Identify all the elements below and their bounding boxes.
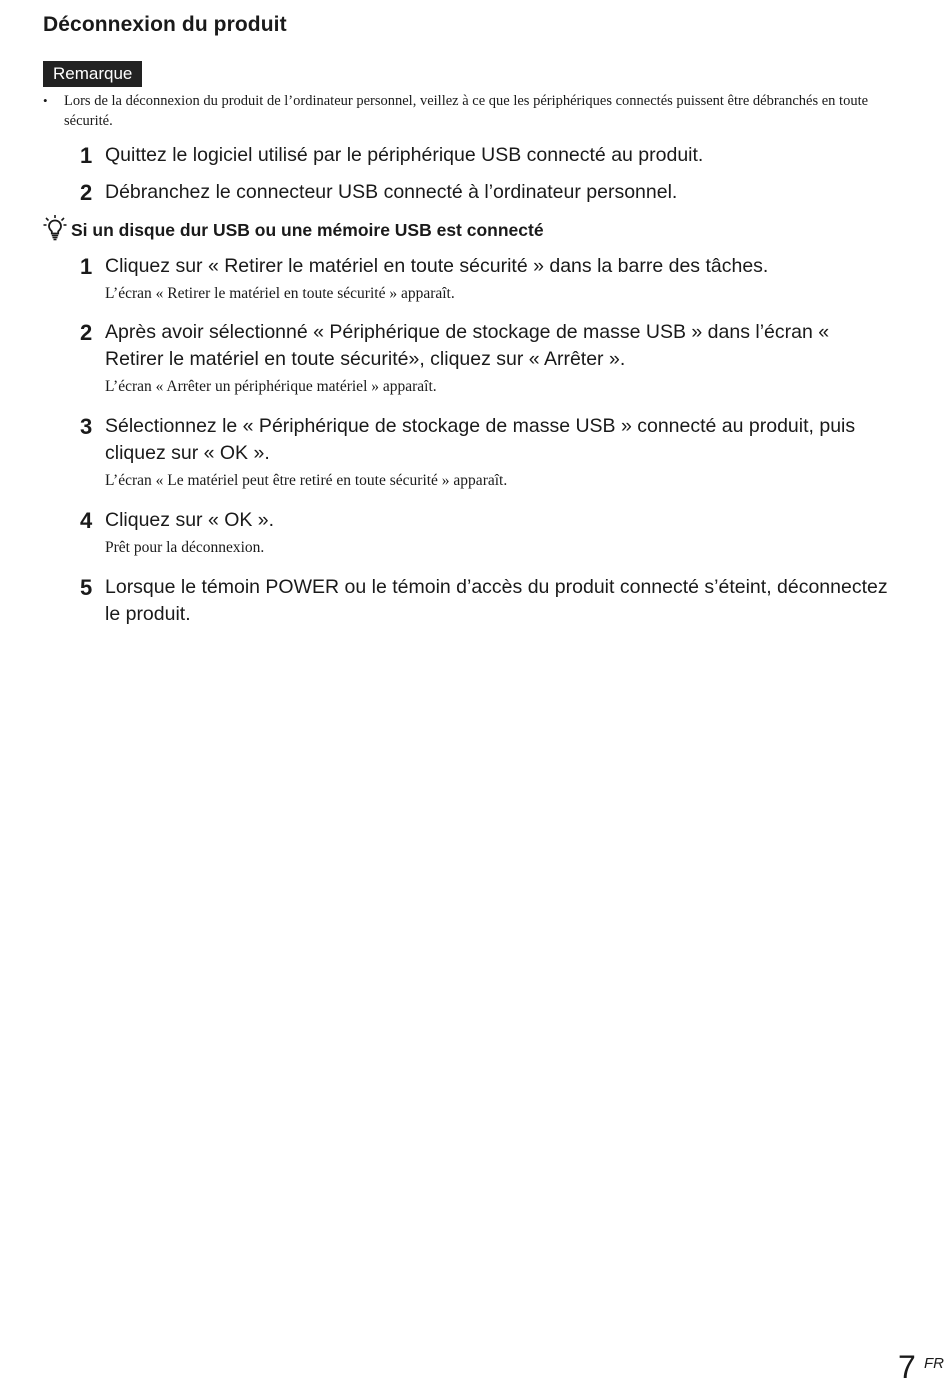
step-instruction: Cliquez sur « Retirer le matériel en toute sécurité » dans la barre des tâches. <box>105 255 769 277</box>
step-instruction: Cliquez sur « OK ». <box>105 509 275 531</box>
hint-step-2 <box>80 319 890 397</box>
hint-heading <box>43 212 544 242</box>
step-result: L’écran « Le matériel peut être retiré en toute sécurité » apparaît. <box>105 472 508 489</box>
step-instruction: Sélectionnez le « Périphérique de stockage de masse USB » connecté au produit, puis cliquez sur « OK ». <box>105 415 856 464</box>
remarque-label: Remarque <box>43 61 142 87</box>
hint-title: Si un disque dur USB ou une mémoire USB est connecté <box>71 220 544 240</box>
remarque-bullet <box>43 91 893 131</box>
step-number: 1 <box>80 143 93 168</box>
step-instruction: Après avoir sélectionné « Périphérique de stockage de masse USB » dans l’écran « Retirer le matériel en toute sécurité», cliquez sur « Arrêter ». <box>105 321 830 370</box>
step-instruction: Lorsque le témoin POWER ou le témoin d’accès du produit connecté s’éteint, déconnectez le produit. <box>105 576 888 625</box>
step-number: 5 <box>80 575 93 600</box>
step-result: L’écran « Retirer le matériel en toute sécurité » apparaît. <box>105 285 455 302</box>
hint-step-4 <box>80 507 890 558</box>
step-1 <box>80 142 890 169</box>
step-2 <box>80 179 890 206</box>
step-number: 1 <box>80 254 93 279</box>
hint-step-1 <box>80 253 890 304</box>
step-instruction: Débranchez le connecteur USB connecté à l’ordinateur personnel. <box>105 181 678 203</box>
hint-step-5 <box>80 574 890 628</box>
lightbulb-hint-icon <box>43 214 67 242</box>
step-result: L’écran « Arrêter un périphérique matériel » apparaît. <box>105 378 437 395</box>
hint-step-3 <box>80 413 890 491</box>
step-number: 4 <box>80 508 93 533</box>
page-language: FR <box>924 1355 944 1372</box>
step-number: 2 <box>80 180 93 205</box>
step-number: 2 <box>80 320 93 345</box>
page-number: 7 <box>898 1349 916 1385</box>
page-title: Déconnexion du produit <box>43 13 287 36</box>
step-number: 3 <box>80 414 93 439</box>
remarque-text: Lors de la déconnexion du produit de l’ordinateur personnel, veillez à ce que les périphériques connectés puissent être débranchés en toute sécurité. <box>64 93 869 129</box>
step-result: Prêt pour la déconnexion. <box>105 539 265 556</box>
step-instruction: Quittez le logiciel utilisé par le périphérique USB connecté au produit. <box>105 144 704 166</box>
bullet-icon: • <box>43 93 48 108</box>
